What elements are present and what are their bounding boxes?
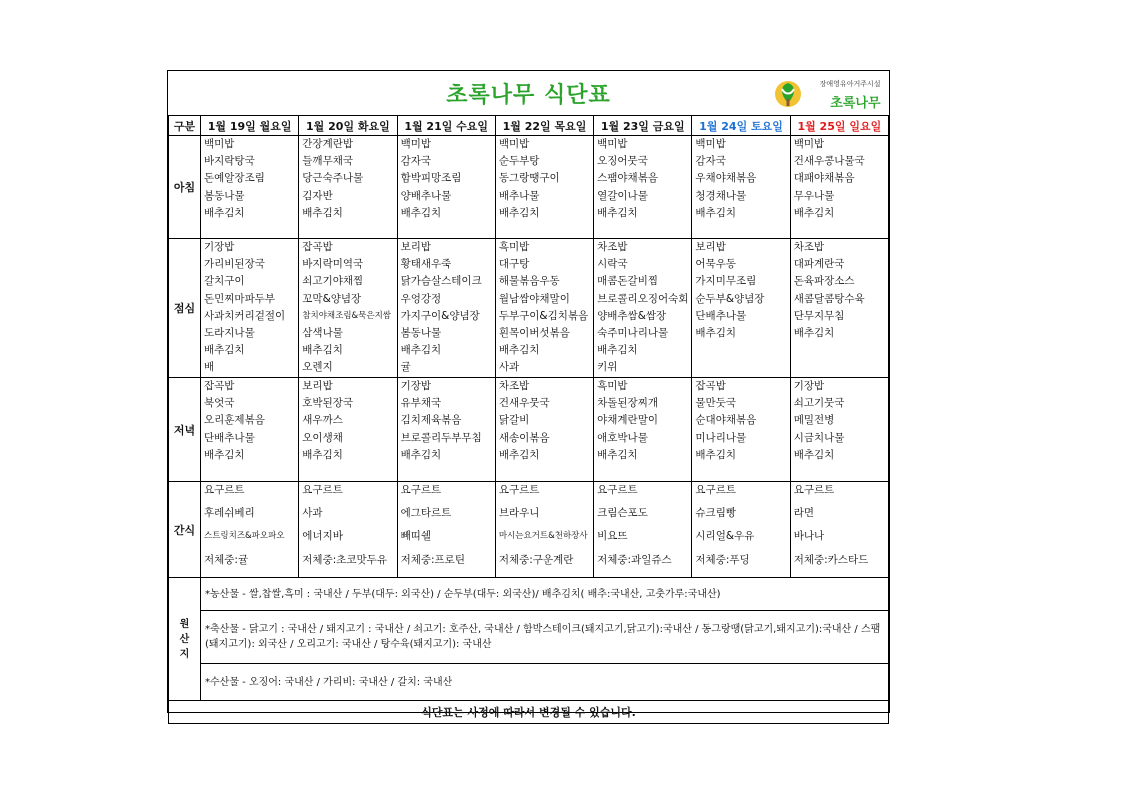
snack-item: 요구르트 <box>793 484 835 496</box>
menu-cell <box>495 239 593 378</box>
menu-item: 배추김치 <box>498 344 540 357</box>
menu-item: 당근숙주나물 <box>302 172 364 185</box>
day-header: 1월 20일 화요일 <box>299 116 397 136</box>
menu-item: 기장밥 <box>793 380 825 392</box>
menu-item: 차돌된장찌개 <box>597 397 658 410</box>
menu-item: 보리밥 <box>695 241 726 253</box>
menu-cell <box>397 136 495 239</box>
menu-item: 가리비된장국 <box>204 258 265 271</box>
menu-item: 월남쌈야채말이 <box>498 292 570 305</box>
menu-cell <box>692 136 790 239</box>
menu-item: 시락국 <box>597 258 628 271</box>
menu-item: 배추김치 <box>498 206 540 219</box>
menu-item: 흑미밥 <box>498 241 530 253</box>
origin-seafood: *수산물 - 오징어: 국내산 / 가리비: 국내산 / 갈치: 국내산 <box>201 664 889 701</box>
menu-item: 돈육파장소스 <box>793 275 855 288</box>
menu-item: 해물볶음우동 <box>498 275 560 288</box>
menu-item: 애호박나물 <box>597 431 648 444</box>
menu-item: 돈민찌마파두부 <box>204 292 276 305</box>
menu-cell <box>790 136 888 239</box>
menu-item: 오렌지 <box>302 361 333 374</box>
origin-row-1 <box>169 578 889 611</box>
menu-item: 배추김치 <box>204 344 245 357</box>
logo-subtitle: 장애영유아거주시설 <box>819 80 881 88</box>
menu-item: 사과치커리겉절이 <box>204 309 286 322</box>
menu-item: 들깨무채국 <box>302 155 353 168</box>
menu-item: 배추김치 <box>695 448 736 461</box>
snack-item: 저체중:구운계란 <box>498 553 574 566</box>
menu-item: 차조밥 <box>597 241 628 253</box>
snack-item: 요구르트 <box>498 484 540 496</box>
menu-item: 브로콜리두부무침 <box>400 431 482 444</box>
menu-item: 키위 <box>597 361 618 374</box>
day-header: 1월 19일 월요일 <box>201 116 299 136</box>
menu-item: 배추김치 <box>597 344 638 357</box>
menu-item: 어묵우동 <box>695 258 736 271</box>
menu-item: 바지락탕국 <box>204 155 255 168</box>
menu-item: 김자반 <box>302 189 333 202</box>
menu-item: 두부구이&김치볶음 <box>498 309 589 322</box>
snack-cell <box>594 482 692 578</box>
snack-cell <box>397 482 495 578</box>
menu-item: 백미밥 <box>695 138 726 150</box>
menu-item: 미나리나물 <box>695 431 747 444</box>
menu-item: 꼬막&양념장 <box>302 292 362 305</box>
menu-item: 배추나물 <box>498 189 540 202</box>
menu-item: 배추김치 <box>302 448 343 461</box>
menu-item: 건새우콩나물국 <box>793 155 865 168</box>
menu-cell <box>594 136 692 239</box>
menu-item: 동그랑땡구이 <box>498 172 560 185</box>
menu-item: 가지미무조림 <box>695 275 757 288</box>
menu-item: 참치야채조림&묵은지쌈 <box>302 310 392 321</box>
menu-item: 잡곡밥 <box>204 380 235 392</box>
menu-item: 배추김치 <box>204 448 245 461</box>
breakfast-label: 아침 <box>169 136 201 239</box>
menu-item: 새송이볶음 <box>498 431 550 444</box>
menu-item: 우엉강정 <box>400 292 442 305</box>
menu-item: 양배추나물 <box>400 189 452 202</box>
origin-agricultural: *농산물 - 쌀,찹쌀,흑미 : 국내산 / 두부(대두: 외국산) / 순두부(대두: 외국산)/ 배추김치( 배추:국내산, 고춧가루:국내산) <box>201 578 889 611</box>
tree-logo-icon <box>773 79 803 109</box>
snack-item: 바나나 <box>793 530 825 543</box>
snack-item: 저체중:과일쥬스 <box>597 553 672 566</box>
menu-item: 차조밥 <box>793 241 825 253</box>
menu-item: 단무지무침 <box>793 309 845 322</box>
menu-item: 쇠고기야채찜 <box>302 275 364 288</box>
menu-item: 도라지나물 <box>204 327 255 340</box>
logo-name: 초록나무 <box>830 96 881 111</box>
menu-item: 흰목이버섯볶음 <box>498 327 570 340</box>
snack-item: 에그타르트 <box>400 507 452 520</box>
snack-item: 저체중:카스타드 <box>793 553 869 566</box>
snack-cell <box>495 482 593 578</box>
snack-item: 비요뜨 <box>597 530 628 543</box>
menu-item: 순대야채볶음 <box>695 414 757 427</box>
menu-sheet <box>167 70 890 719</box>
menu-item: 차조밥 <box>498 380 530 392</box>
menu-item: 잡곡밥 <box>695 380 726 392</box>
menu-item: 귤 <box>400 361 411 374</box>
page-title: 초록나무 식단표 <box>446 82 611 108</box>
snack-item: 후레쉬베리 <box>204 507 255 520</box>
origin-label: 원산지 <box>169 578 201 701</box>
menu-cell <box>692 378 790 482</box>
menu-item: 오리훈제볶음 <box>204 414 265 427</box>
menu-item: 백미밥 <box>400 138 431 150</box>
menu-cell <box>495 136 593 239</box>
menu-item: 가지구이&양념장 <box>400 309 480 322</box>
menu-item: 시금치나물 <box>793 431 845 444</box>
header-row <box>169 116 889 136</box>
origin-livestock: *축산물 - 닭고기 : 국내산 / 돼지고기 : 국내산 / 쇠고기: 호주산, 국내산 / 함박스테이크(돼지고기,닭고기):국내산 / 동그랑땡(닭고기,돼지고기):국내산 / 스팸(돼지고기): 외국산 / 오리고기: 국내산 / 탕수육(돼지고기): 국내산 <box>201 611 889 664</box>
menu-item: 배추김치 <box>597 448 638 461</box>
menu-item: 배추김치 <box>793 448 835 461</box>
snack-item: 요구르트 <box>204 484 245 496</box>
menu-item: 배추김치 <box>695 206 736 219</box>
menu-item: 보리밥 <box>400 241 431 253</box>
snack-item: 스트링치즈&파오파오 <box>204 531 285 542</box>
menu-item: 배추김치 <box>400 344 442 357</box>
menu-cell <box>692 239 790 378</box>
menu-item: 새우까스 <box>302 414 343 427</box>
menu-item: 백미밥 <box>204 138 235 150</box>
menu-item: 대파계란국 <box>793 258 845 271</box>
menu-table <box>168 71 889 724</box>
day-header: 1월 21일 수요일 <box>397 116 495 136</box>
menu-item: 양배추쌈&쌈장 <box>597 309 667 322</box>
menu-item: 유부채국 <box>400 397 442 410</box>
menu-item: 흑미밥 <box>597 380 628 392</box>
menu-item: 배추김치 <box>204 206 245 219</box>
menu-item: 간장계란밥 <box>302 138 353 150</box>
lunch-label: 점심 <box>169 239 201 378</box>
snack-item: 저체중:푸딩 <box>695 553 750 566</box>
snack-cell <box>299 482 397 578</box>
menu-item: 배추김치 <box>302 344 343 357</box>
menu-cell <box>299 136 397 239</box>
menu-item: 북엇국 <box>204 397 235 410</box>
menu-cell <box>594 239 692 378</box>
snack-item: 마시는요거트&천하장사 <box>498 531 588 542</box>
menu-item: 돈예알장조림 <box>204 172 265 185</box>
menu-item: 백미밥 <box>793 138 825 150</box>
menu-cell <box>299 378 397 482</box>
menu-item: 숙주미나리나물 <box>597 327 669 340</box>
menu-item: 백미밥 <box>597 138 628 150</box>
menu-cell <box>397 239 495 378</box>
menu-item: 닭갈비 <box>498 414 530 427</box>
menu-item: 배추김치 <box>400 448 442 461</box>
snack-item: 라면 <box>793 507 814 520</box>
snack-item: 요구르트 <box>597 484 638 496</box>
menu-item: 건새우뭇국 <box>498 397 550 410</box>
menu-item: 야채계란말이 <box>597 414 658 427</box>
breakfast-row <box>169 136 889 239</box>
menu-cell <box>299 239 397 378</box>
menu-item: 우채야채볶음 <box>695 172 757 185</box>
menu-item: 스팸야채볶음 <box>597 172 658 185</box>
day-header-saturday: 1월 24일 토요일 <box>692 116 790 136</box>
snack-item: 슈크림빵 <box>695 507 736 520</box>
footer-note: 식단표는 사정에 따라서 변경될 수 있습니다. <box>169 701 889 724</box>
menu-item: 대패야채볶음 <box>793 172 855 185</box>
day-header: 1월 22일 목요일 <box>495 116 593 136</box>
snack-item: 빼띠쉘 <box>400 530 431 543</box>
menu-item: 기장밥 <box>400 380 431 392</box>
lunch-row <box>169 239 889 378</box>
day-header-sunday: 1월 25일 일요일 <box>790 116 888 136</box>
menu-cell <box>201 239 299 378</box>
dinner-row <box>169 378 889 482</box>
menu-item: 닭가슴살스테이크 <box>400 275 482 288</box>
snack-item: 요구르트 <box>302 484 343 496</box>
gubun-header: 구분 <box>169 116 201 136</box>
logo <box>771 77 885 113</box>
snack-item: 에너지바 <box>302 530 343 543</box>
menu-item: 기장밥 <box>204 241 235 253</box>
menu-item: 배추김치 <box>597 206 638 219</box>
menu-item: 오이생채 <box>302 431 343 444</box>
snack-item: 브라우니 <box>498 507 540 520</box>
menu-item: 매콤돈갈비찜 <box>597 275 658 288</box>
menu-cell <box>790 378 888 482</box>
snack-item: 저체중:프로틴 <box>400 553 465 566</box>
menu-item: 배추김치 <box>793 206 835 219</box>
menu-item: 쇠고기뭇국 <box>793 397 845 410</box>
snack-cell <box>790 482 888 578</box>
snack-label: 간식 <box>169 482 201 578</box>
menu-cell <box>594 378 692 482</box>
menu-item: 감자국 <box>695 155 726 168</box>
menu-item: 함박피망조림 <box>400 172 462 185</box>
menu-cell <box>201 136 299 239</box>
menu-item: 메밀전병 <box>793 414 835 427</box>
footer-row <box>169 701 889 724</box>
origin-row-2 <box>169 611 889 664</box>
snack-cell <box>201 482 299 578</box>
menu-item: 오징어뭇국 <box>597 155 648 168</box>
menu-item: 배추김치 <box>498 448 540 461</box>
menu-item: 황태새우죽 <box>400 258 452 271</box>
menu-item: 브로콜리오징어숙회 <box>597 292 689 305</box>
menu-cell <box>397 378 495 482</box>
day-header: 1월 23일 금요일 <box>594 116 692 136</box>
snack-item: 사과 <box>302 507 323 520</box>
menu-item: 무우나물 <box>793 189 835 202</box>
title-row <box>169 71 889 116</box>
menu-item: 보리밥 <box>302 380 333 392</box>
menu-item: 배추김치 <box>695 327 736 340</box>
menu-item: 순두부&양념장 <box>695 292 765 305</box>
menu-item: 순두부탕 <box>498 155 540 168</box>
menu-cell <box>790 239 888 378</box>
menu-item: 단배추나물 <box>204 431 255 444</box>
menu-item: 열갈이나물 <box>597 189 648 202</box>
menu-item: 호박된장국 <box>302 397 353 410</box>
menu-item: 백미밥 <box>498 138 530 150</box>
menu-item: 배추김치 <box>400 206 442 219</box>
snack-row <box>169 482 889 578</box>
snack-item: 크림슨포도 <box>597 507 648 520</box>
menu-item: 김치제육볶음 <box>400 414 462 427</box>
origin-row-3 <box>169 664 889 701</box>
menu-item: 삼색나물 <box>302 327 343 340</box>
menu-item: 봄동나물 <box>400 327 442 340</box>
menu-item: 바지락미역국 <box>302 258 364 271</box>
snack-item: 요구르트 <box>400 484 442 496</box>
menu-item: 잡곡밥 <box>302 241 333 253</box>
menu-item: 배 <box>204 361 215 374</box>
dinner-label: 저녁 <box>169 378 201 482</box>
menu-item: 사과 <box>498 361 520 374</box>
snack-cell <box>692 482 790 578</box>
menu-item: 갈치구이 <box>204 275 245 288</box>
menu-item: 새콤달콤탕수육 <box>793 292 865 305</box>
menu-item: 배추김치 <box>793 327 835 340</box>
menu-item: 대구탕 <box>498 258 530 271</box>
menu-item: 감자국 <box>400 155 431 168</box>
menu-item: 배추김치 <box>302 206 343 219</box>
menu-cell <box>201 378 299 482</box>
snack-item: 시리얼&우유 <box>695 530 755 543</box>
menu-cell <box>495 378 593 482</box>
snack-item: 요구르트 <box>695 484 736 496</box>
menu-item: 단배추나물 <box>695 309 747 322</box>
snack-item: 저체중:귤 <box>204 553 249 566</box>
menu-item: 봄동나물 <box>204 189 245 202</box>
snack-item: 저체중:초코맛두유 <box>302 553 387 566</box>
menu-item: 청경채나물 <box>695 189 747 202</box>
menu-item: 물만둣국 <box>695 397 736 410</box>
